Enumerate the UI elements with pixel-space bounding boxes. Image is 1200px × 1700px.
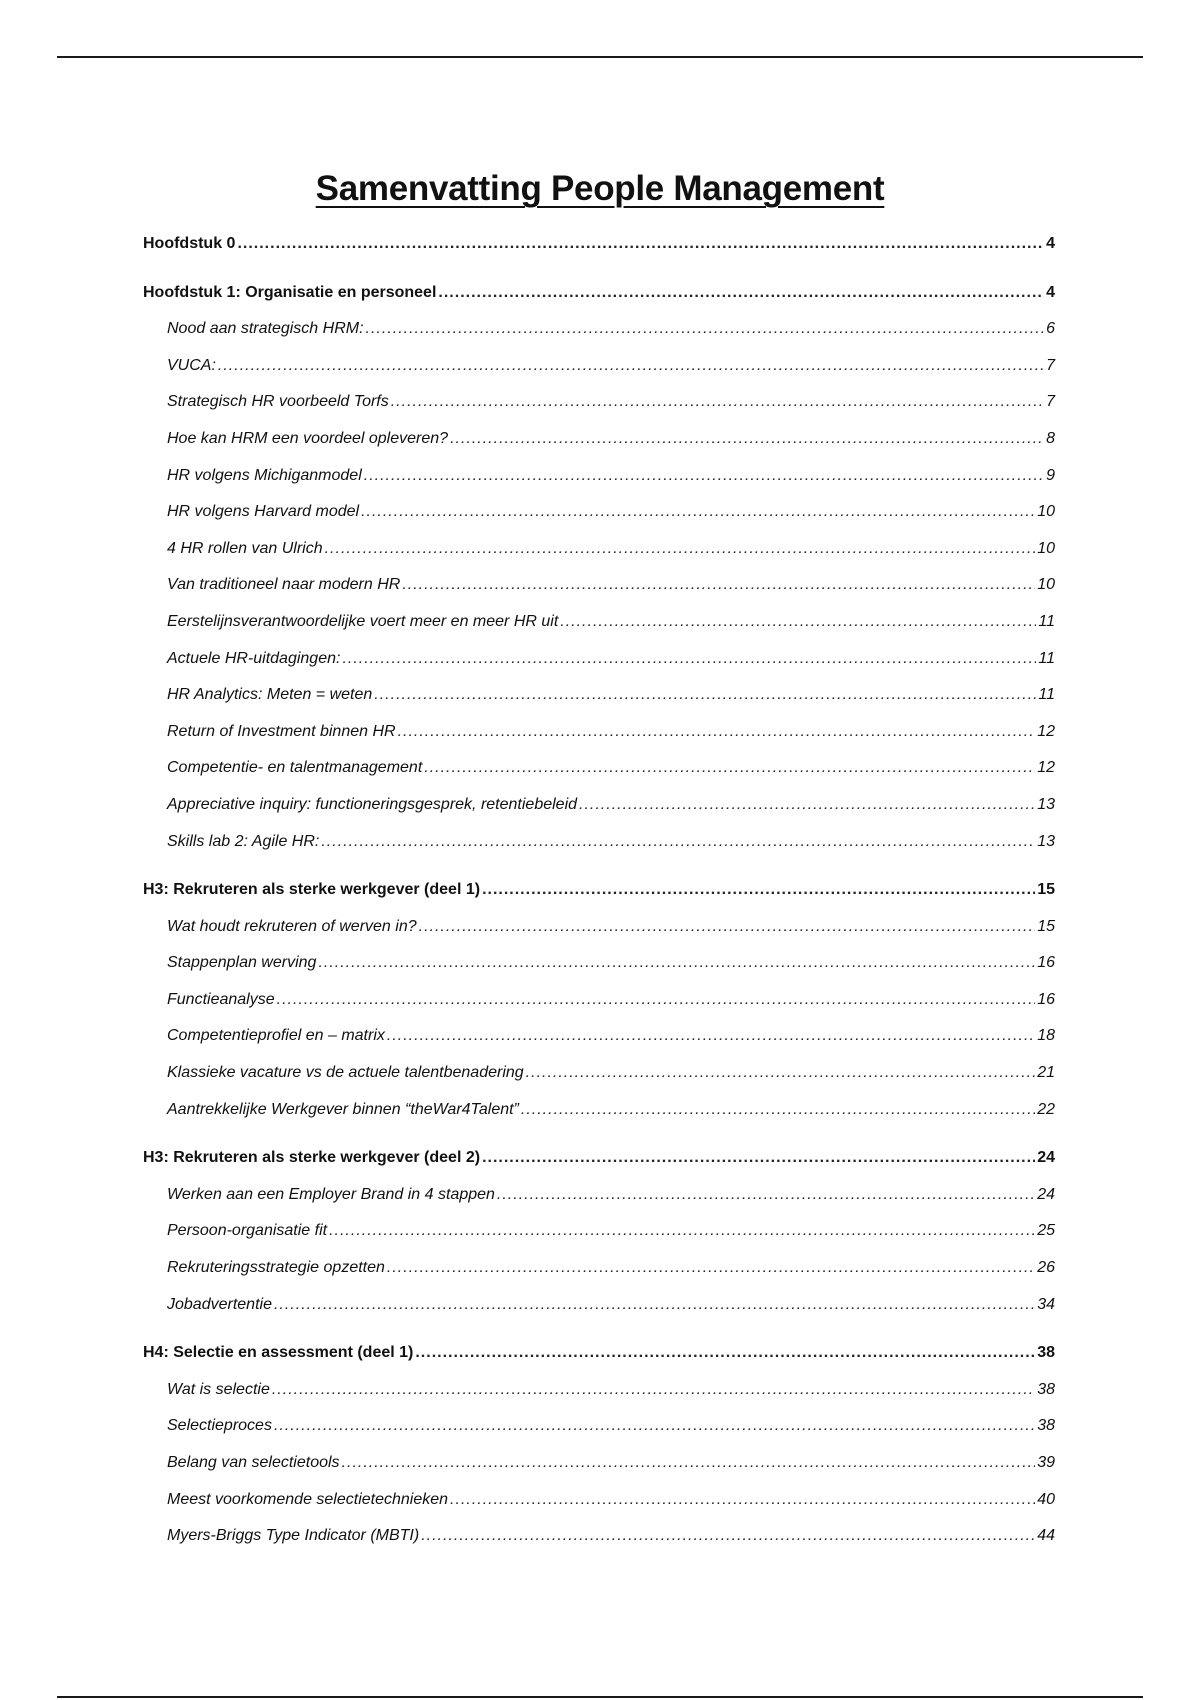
toc-dot-leader [424,750,1035,787]
toc-dot-leader [419,909,1036,946]
toc-section-entry[interactable] [143,458,1055,495]
toc-dot-leader [421,1518,1035,1555]
toc-entry-title: Competentie- en talentmanagement [167,759,423,777]
toc-entry-title: Wat houdt rekruteren of werven in? [167,917,417,935]
toc-page-number: 7 [1046,356,1055,374]
toc-dot-leader [482,1140,1035,1177]
toc-dot-leader [274,1287,1035,1324]
toc-entry-title: Aantrekkelijke Werkgever binnen “theWar4Talent” [167,1100,519,1118]
toc-page-number: 10 [1037,503,1055,521]
toc-entry-title: Rekruteringsstrategie opzetten [167,1259,385,1277]
toc-entry-title: VUCA: [167,356,216,374]
toc-entry-title: Selectieproces [167,1417,272,1435]
toc-entry-title: H4: Selectie en assessment (deel 1) [143,1344,414,1362]
toc-section-entry[interactable] [143,1372,1055,1409]
toc-dot-leader [482,872,1035,909]
toc-section-entry[interactable] [143,1518,1055,1555]
toc-page-number: 15 [1037,881,1055,899]
toc-section-entry[interactable] [143,1055,1055,1092]
toc-dot-leader [321,824,1035,861]
toc-entry-title: Actuele HR-uitdagingen: [167,649,341,667]
toc-section-entry[interactable] [143,641,1055,678]
toc-page-number: 9 [1046,466,1055,484]
toc-page-number: 38 [1037,1344,1055,1362]
toc-dot-leader [318,945,1035,982]
toc-chapter-entry[interactable] [143,1140,1055,1177]
toc-dot-leader [325,531,1036,568]
toc-chapter-entry[interactable] [143,275,1055,312]
document-title: Samenvatting People Management [315,169,885,209]
toc-entry-title: Jobadvertentie [167,1295,272,1313]
toc-entry-title: H3: Rekruteren als sterke werkgever (deel 2) [143,1149,481,1167]
toc-section-entry[interactable] [143,1445,1055,1482]
toc-dot-leader [274,1408,1035,1445]
toc-section-entry[interactable] [143,750,1055,787]
toc-section-entry[interactable] [143,421,1055,458]
toc-page-number: 11 [1038,686,1055,704]
toc-section-entry[interactable] [143,384,1055,421]
toc-dot-leader [218,348,1044,385]
toc-page-number: 10 [1037,539,1055,557]
toc-page-number: 11 [1038,612,1055,630]
toc-dot-leader [342,1445,1036,1482]
toc-page-number: 15 [1037,917,1055,935]
toc-dot-leader [387,1018,1035,1055]
toc-section-entry[interactable] [143,1287,1055,1324]
toc-dot-leader [450,421,1044,458]
toc-page-number: 39 [1037,1454,1055,1471]
toc-section-entry[interactable] [143,604,1055,641]
toc-section-entry[interactable] [143,1213,1055,1250]
toc-dot-leader [579,787,1035,824]
toc-page-number: 10 [1037,576,1055,594]
toc-dot-leader [526,1055,1036,1092]
toc-dot-leader [366,311,1045,348]
toc-entry-title: Strategisch HR voorbeeld Torfs [167,393,389,411]
toc-page-number: 16 [1037,954,1055,972]
toc-page-number: 13 [1037,832,1055,850]
toc-entry-title: H3: Rekruteren als sterke werkgever (deel 1) [143,881,481,899]
toc-dot-leader [342,641,1036,678]
toc-page-number: 21 [1037,1064,1055,1082]
toc-page-number: 11 [1038,649,1055,667]
toc-entry-title: Stappenplan werving [167,954,317,972]
toc-section-entry[interactable] [143,494,1055,531]
toc-page-number: 25 [1037,1222,1055,1240]
toc-entry-title: Appreciative inquiry: functioneringsgesprek, retentiebeleid [167,795,578,813]
toc-page-number: 12 [1037,759,1055,777]
toc-dot-leader [402,567,1035,604]
toc-page-number: 7 [1046,393,1055,411]
toc-chapter-entry[interactable] [143,226,1055,263]
toc-section-entry[interactable] [143,945,1055,982]
toc-entry-title: HR volgens Michiganmodel [167,466,362,484]
toc-section-entry[interactable] [143,1092,1055,1129]
toc-page-number: 13 [1037,795,1055,813]
toc-page-number: 40 [1037,1490,1055,1508]
toc-dot-leader [387,1250,1035,1287]
toc-entry-title: Wat is selectie [167,1380,270,1398]
toc-entry-title: Klassieke vacature vs de actuele talentbenadering [167,1064,524,1082]
toc-dot-leader [497,1177,1035,1214]
toc-section-entry[interactable] [143,909,1055,946]
toc-dot-leader [277,982,1036,1019]
toc-page-number: 38 [1037,1417,1055,1435]
toc-page-number: 38 [1037,1380,1055,1398]
toc-entry-title: Persoon-organisatie fit [167,1222,328,1240]
toc-page-number: 4 [1046,283,1055,301]
toc-entry-title: Belang van selectietools [167,1454,340,1471]
toc-entry-title: Werken aan een Employer Brand in 4 stappen [167,1185,495,1203]
toc-section-entry[interactable] [143,567,1055,604]
toc-section-entry[interactable] [143,348,1055,385]
toc-section-entry[interactable] [143,824,1055,861]
toc-dot-leader [361,494,1035,531]
toc-entry-title: Myers-Briggs Type Indicator (MBTI) [167,1527,420,1545]
toc-section-entry[interactable] [143,714,1055,751]
toc-section-entry[interactable] [143,1018,1055,1055]
toc-dot-leader [237,226,1044,263]
toc-section-entry[interactable] [143,1482,1055,1519]
toc-dot-leader [438,275,1044,312]
toc-section-entry[interactable] [143,787,1055,824]
toc-section-entry[interactable] [143,531,1055,568]
toc-section-entry[interactable] [143,1408,1055,1445]
toc-chapter-entry[interactable] [143,872,1055,909]
toc-dot-leader [415,1335,1035,1372]
toc-section-entry[interactable] [143,1177,1055,1214]
toc-section-entry[interactable] [143,311,1055,348]
toc-section-entry[interactable] [143,982,1055,1019]
toc-chapter-entry[interactable] [143,1335,1055,1372]
toc-dot-leader [521,1092,1035,1129]
toc-entry-title: Meest voorkomende selectietechnieken [167,1490,449,1508]
footer-rule [57,1696,1143,1698]
toc-dot-leader [450,1482,1035,1519]
toc-entry-title: Competentieprofiel en – matrix [167,1027,385,1045]
toc-page-number: 4 [1046,235,1055,252]
toc-dot-leader [391,384,1044,421]
toc-page-number: 24 [1037,1149,1055,1167]
toc-section-entry[interactable] [143,1250,1055,1287]
toc-entry-title: Nood aan strategisch HRM: [167,320,364,338]
toc-page-number: 6 [1046,320,1055,338]
toc-page-number: 44 [1037,1527,1055,1545]
toc-page-number: 16 [1037,990,1055,1008]
toc-page-number: 8 [1046,429,1055,447]
header-rule [57,56,1143,58]
toc-entry-title: Hoofdstuk 1: Organisatie en personeel [143,283,437,301]
toc-entry-title: 4 HR rollen van Ulrich [167,539,323,557]
toc-page-number: 22 [1037,1100,1055,1118]
toc-entry-title: Van traditioneel naar modern HR [167,576,401,594]
toc-entry-title: Hoe kan HRM een voordeel opleveren? [167,429,449,447]
toc-entry-title: Skills lab 2: Agile HR: [167,832,320,850]
toc-dot-leader [398,714,1036,751]
toc-dot-leader [272,1372,1035,1409]
toc-dot-leader [364,458,1044,495]
toc-entry-title: Functieanalyse [167,990,275,1008]
toc-section-entry[interactable] [143,677,1055,714]
toc-entry-title: HR volgens Harvard model [167,503,360,521]
toc-dot-leader [329,1213,1035,1250]
toc-page-number: 34 [1037,1295,1055,1313]
toc-entry-title: Eerstelijnsverantwoordelijke voert meer en meer HR uit [167,612,559,630]
toc-dot-leader [560,604,1036,641]
toc-entry-title: HR Analytics: Meten = weten [167,686,373,704]
toc-entry-title: Return of Investment binnen HR [167,722,396,740]
toc-entry-title: Hoofdstuk 0 [143,235,236,252]
toc-page-number: 26 [1037,1259,1055,1277]
toc-page-number: 12 [1037,722,1055,740]
table-of-contents [143,226,1055,1555]
toc-dot-leader [374,677,1036,714]
toc-page-number: 18 [1037,1027,1055,1045]
toc-page-number: 24 [1037,1185,1055,1203]
